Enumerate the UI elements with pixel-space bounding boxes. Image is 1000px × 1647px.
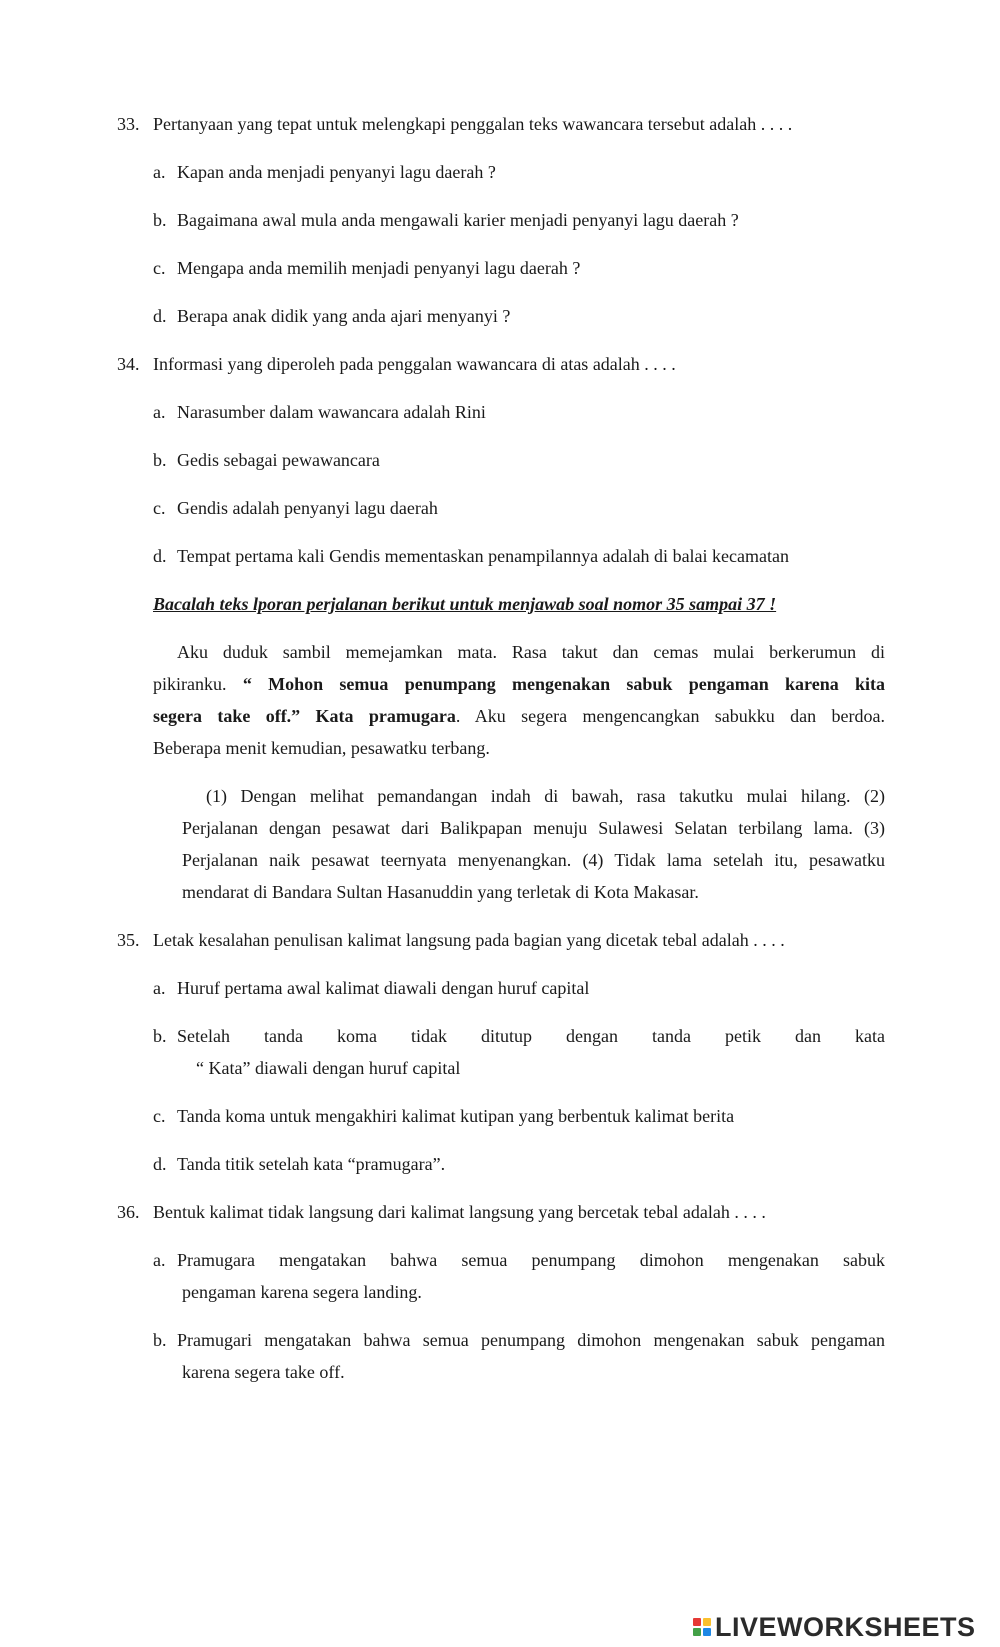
option-letter: d. xyxy=(153,546,167,566)
option-text: Pramugari mengatakan bahwa semua penumpang dimohon mengenakan sabuk pengaman xyxy=(177,1330,885,1350)
logo-block-yellow xyxy=(703,1618,711,1626)
logo-block-red xyxy=(693,1618,701,1626)
option-text: Berapa anak didik yang anda ajari menyanyi ? xyxy=(177,306,511,326)
question-text: Pertanyaan yang tepat untuk melengkapi penggalan teks wawancara tersebut adalah . . . . xyxy=(153,114,793,134)
question-number: 34. xyxy=(117,354,140,374)
question-text: Informasi yang diperoleh pada penggalan wawancara di atas adalah . . . . xyxy=(153,354,676,374)
option-letter: b. xyxy=(153,1330,167,1350)
passage1-line2-bold: “ Mohon semua penumpang mengenakan sabuk pengaman karena kita xyxy=(242,674,886,694)
logo-block-green xyxy=(693,1628,701,1636)
logo-text: LIVEWORKSHEETS xyxy=(715,1611,976,1642)
option-text: Pramugara mengatakan bahwa semua penumpang dimohon mengenakan sabuk xyxy=(177,1250,885,1270)
option-letter: b. xyxy=(153,210,167,230)
reading-instruction: Bacalah teks lporan perjalanan berikut untuk menjawab soal nomor 35 sampai 37 ! xyxy=(153,594,777,614)
option-letter: a. xyxy=(153,402,166,422)
option-text: Gendis adalah penyanyi lagu daerah xyxy=(177,498,438,518)
option-text: Tanda titik setelah kata “pramugara”. xyxy=(177,1154,446,1174)
passage2-line1: (1) Dengan melihat pemandangan indah di bawah, rasa takutku mulai hilang. (2) xyxy=(206,786,885,806)
question-number: 36. xyxy=(117,1202,140,1222)
passage1-line1: Aku duduk sambil memejamkan mata. Rasa takut dan cemas mulai berkerumun di xyxy=(177,642,885,662)
option-letter: b. xyxy=(153,1026,167,1046)
option-letter: a. xyxy=(153,978,166,998)
option-letter: d. xyxy=(153,306,167,326)
passage1-line3-bold: segera take off.” Kata pramugara xyxy=(153,706,456,726)
option-text: Tempat pertama kali Gendis mementaskan penampilannya adalah di balai kecamatan xyxy=(177,546,789,566)
option-letter: a. xyxy=(153,1250,166,1270)
option-text-continued: karena segera take off. xyxy=(182,1362,345,1382)
option-text-continued: “ Kata” diawali dengan huruf capital xyxy=(196,1058,461,1078)
option-text-continued: pengaman karena segera landing. xyxy=(182,1282,422,1302)
question-text: Letak kesalahan penulisan kalimat langsung pada bagian yang dicetak tebal adalah . . . . xyxy=(153,930,785,950)
option-text: Gedis sebagai pewawancara xyxy=(177,450,380,470)
logo-blocks-icon xyxy=(693,1618,711,1636)
option-letter: d. xyxy=(153,1154,167,1174)
option-text: Kapan anda menjadi penyanyi lagu daerah ? xyxy=(177,162,496,182)
option-text: Huruf pertama awal kalimat diawali dengan huruf capital xyxy=(177,978,590,998)
question-number: 33. xyxy=(117,114,140,134)
passage2-line4: mendarat di Bandara Sultan Hasanuddin yang terletak di Kota Makasar. xyxy=(182,882,699,902)
option-letter: c. xyxy=(153,498,166,518)
passage2-line2: Perjalanan dengan pesawat dari Balikpapan menuju Sulawesi Selatan terbilang lama. (3) xyxy=(182,818,885,838)
question-number: 35. xyxy=(117,930,140,950)
passage1-line2 xyxy=(153,672,885,696)
passage1-line3-plain: . Aku segera mengencangkan sabukku dan berdoa. xyxy=(455,706,885,726)
option-text: Tanda koma untuk mengakhiri kalimat kutipan yang berbentuk kalimat berita xyxy=(177,1106,735,1126)
liveworksheets-logo[interactable] xyxy=(693,1610,976,1644)
question-text: Bentuk kalimat tidak langsung dari kalimat langsung yang bercetak tebal adalah . . . . xyxy=(153,1202,766,1222)
option-letter: a. xyxy=(153,162,166,182)
option-text: Bagaimana awal mula anda mengawali karier menjadi penyanyi lagu daerah ? xyxy=(177,210,739,230)
option-text: Mengapa anda memilih menjadi penyanyi lagu daerah ? xyxy=(177,258,581,278)
option-letter: b. xyxy=(153,450,167,470)
passage1-line2-plain: pikiranku. xyxy=(153,674,227,694)
option-text: Narasumber dalam wawancara adalah Rini xyxy=(177,402,486,422)
option-letter: c. xyxy=(153,1106,166,1126)
passage1-line3 xyxy=(153,704,885,728)
logo-block-blue xyxy=(703,1628,711,1636)
passage2-line3: Perjalanan naik pesawat teernyata menyenangkan. (4) Tidak lama setelah itu, pesawatku xyxy=(182,850,885,870)
option-text: Setelah tanda koma tidak ditutup dengan tanda petik dan kata xyxy=(177,1026,885,1046)
passage1-line4: Beberapa menit kemudian, pesawatku terbang. xyxy=(153,738,490,758)
option-letter: c. xyxy=(153,258,166,278)
